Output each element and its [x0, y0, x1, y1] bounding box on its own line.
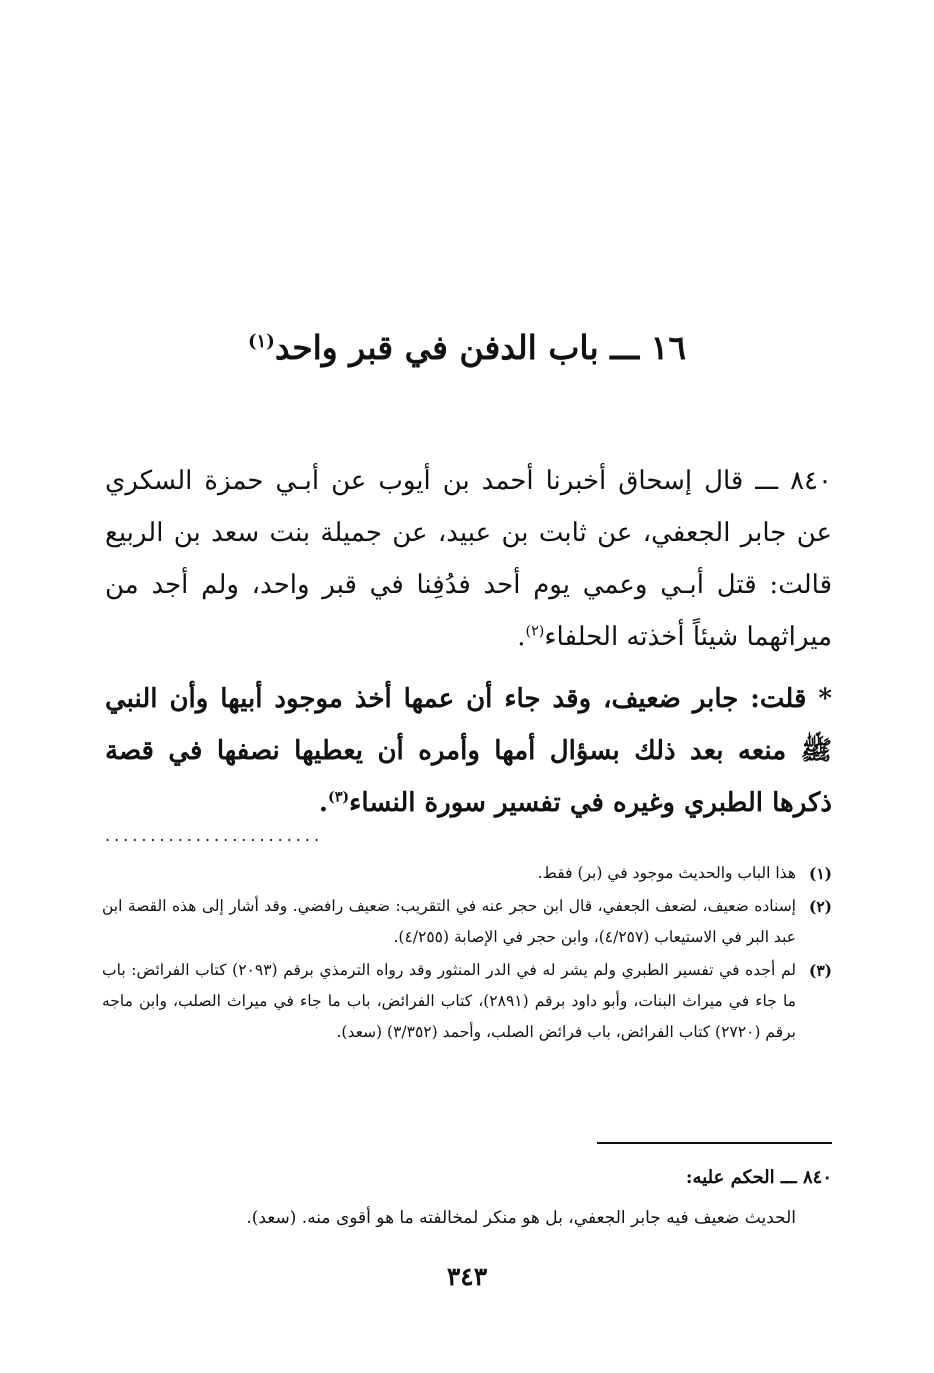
main-text — [105, 455, 832, 829]
hadith-end: . — [517, 622, 526, 652]
comment-footnote-ref: (٣) — [327, 789, 350, 806]
comment-end: . — [318, 788, 328, 818]
footnote-text: إسناده ضعيف، لضعف الجعفي، قال ابن حجر عنه في التقريب: ضعيف رافضي. وقد أشار إلى هذه القصة ابن عبد البر في الاستيعاب (٤/٢٥٧)، وابن حجر في الإصابة (٤/٢٥٥). — [102, 897, 796, 946]
footnotes — [102, 858, 832, 1050]
page-number: ٣٤٣ — [446, 1262, 488, 1291]
footnote-2 — [102, 891, 832, 953]
footnote-separator-dots: ........................ — [105, 826, 324, 845]
verdict-section — [102, 1158, 832, 1238]
verdict-text: الحديث ضعيف فيه جابر الجعفي، بل هو منكر لمخالفته ما هو أقوى منه. (سعد). — [246, 1208, 796, 1228]
comment-text: * قلت: جابر ضعيف، وقد جاء أن عمها أخذ موجود أبيها وأن النبي ﷺ منعه بعد ذلك بسؤال أمها وأمره أن يعطيها نصفها في قصة ذكرها الطبري وغيره في تفسير سورة النساء — [105, 684, 832, 818]
footnote-number: (٢) — [808, 897, 832, 916]
footnote-3 — [102, 955, 832, 1048]
chapter-title-text: ١٦ ـــ باب الدفن في قبر واحد — [274, 328, 687, 367]
chapter-title-footnote-ref: (١) — [247, 331, 275, 352]
hadith-paragraph — [105, 455, 832, 663]
hadith-text: ٨٤٠ ـــ قال إسحاق أخبرنا أحمد بن أيوب عن أبـي حمزة السكري عن جابر الجعفي، عن ثابت بن عبيد، عن جميلة بنت سعد بن الربيع قالت: قتل أبـي وعمي يوم أحد فدُفِنا في قبر واحد، ولم أجد من ميراثهما شيئاً أخذته الحلفاء — [105, 466, 832, 652]
comment-paragraph — [105, 673, 832, 829]
verdict-divider — [597, 1142, 832, 1144]
footnote-text: هذا الباب والحديث موجود في (بر) فقط. — [537, 864, 796, 882]
chapter-title — [100, 325, 834, 371]
footnote-number: (٣) — [808, 961, 832, 980]
verdict-heading: ٨٤٠ ـــ الحكم عليه: — [685, 1167, 832, 1188]
footnote-number: (١) — [808, 864, 832, 883]
hadith-footnote-ref: (٢) — [525, 623, 545, 640]
footnote-text: لم أجده في تفسير الطبري ولم يشر له في الدر المنثور وقد رواه الترمذي برقم (٢٠٩٣) كتاب الفرائض: باب ما جاء في ميراث البنات، وأبو داود برقم (٢٨٩١)، كتاب الفرائض، باب ما جاء في ميراث الصلب، وابن ماجه برقم (٢٧٢٠) كتاب الفرائض، باب فرائض الصلب، وأحمد (٣/٣٥٢) (سعد). — [102, 961, 796, 1041]
footnote-1 — [102, 858, 832, 889]
